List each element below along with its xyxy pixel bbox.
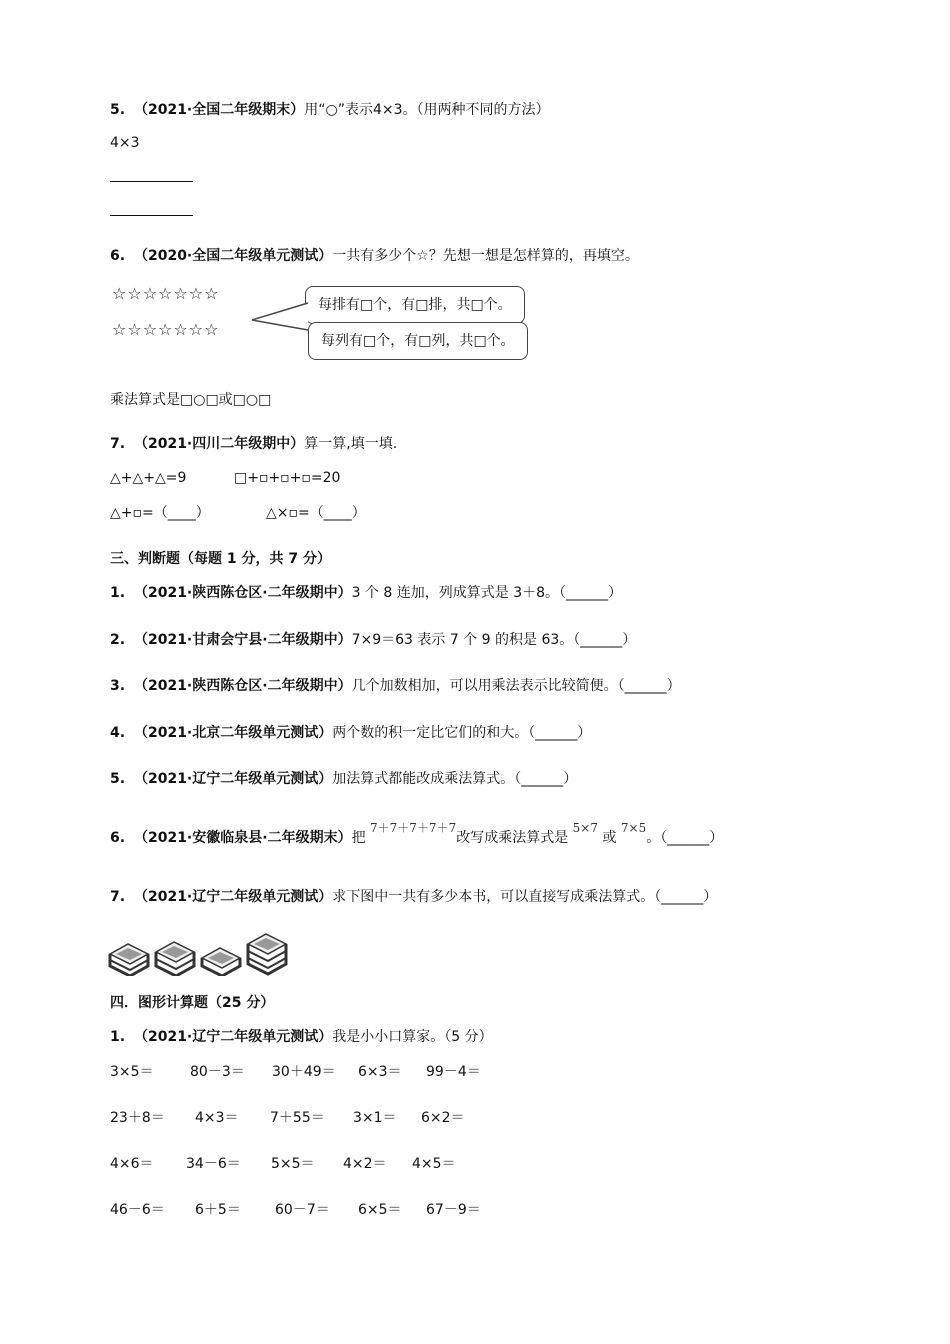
star-row-1: ☆☆☆☆☆☆☆	[112, 284, 220, 303]
item-text: 把	[351, 830, 366, 846]
item-text: 或	[602, 830, 617, 846]
calc-item: 3×5＝	[110, 1064, 154, 1080]
judge-item-6	[110, 821, 724, 848]
question-text: 算一算,填一填.	[304, 436, 398, 452]
q7-answer-1: △+▫=（____）	[110, 505, 210, 521]
item-text: 求下图中一共有多少本书，可以直接写成乘法算式。（______）	[332, 889, 718, 905]
judge-item-5	[110, 769, 577, 789]
question-number: 7.	[110, 436, 126, 452]
answer-blank-2[interactable]	[110, 215, 193, 216]
calc-item: 4×5＝	[412, 1156, 456, 1172]
question-6	[110, 246, 639, 266]
question-source: （2021·四川二年级期中）	[133, 436, 305, 452]
item-source: （2021·北京二年级单元测试）	[133, 725, 333, 741]
item-text: 。（______）	[646, 830, 724, 846]
book-stack-2	[156, 942, 194, 976]
calc-item: 23＋8＝	[110, 1110, 165, 1126]
item-number: 4.	[110, 725, 126, 741]
section-4-title: 四．图形计算题（25 分）	[110, 995, 275, 1011]
speech-bubble-rows: 每排有□个，有□排，共□个。	[305, 286, 525, 324]
item-text: 改写成乘法算式是	[456, 830, 569, 846]
math-sum: 7＋7＋7＋7＋7	[370, 821, 457, 835]
book-stack-1	[110, 944, 148, 976]
calc-item: 80－3＝	[190, 1064, 245, 1080]
item-number: 5.	[110, 771, 126, 787]
book-stack-3	[202, 948, 240, 976]
calc-item: 46－6＝	[110, 1202, 165, 1218]
judge-item-4	[110, 723, 591, 743]
item-number: 7.	[110, 889, 126, 905]
math-product-b: 7×5	[620, 821, 647, 835]
q7-equation-2: □+▫+▫+▫=20	[234, 470, 341, 486]
item-source: （2021·辽宁二年级单元测试）	[133, 889, 333, 905]
q7-answer-2: △×▫=（____）	[266, 505, 366, 521]
book-stacks-image	[108, 932, 298, 976]
calc-question-1	[110, 1027, 493, 1047]
q7-equation-1: △+△+△=9	[110, 470, 187, 486]
question-5	[110, 100, 550, 120]
bubble-pointer	[250, 300, 320, 340]
question-7	[110, 434, 397, 454]
book-stack-4	[248, 934, 286, 974]
calc-item: 99－4＝	[426, 1064, 481, 1080]
q5-expression: 4×3	[110, 135, 140, 151]
calc-item: 4×2＝	[343, 1156, 387, 1172]
calc-item: 6×3＝	[358, 1064, 402, 1080]
judge-item-7	[110, 887, 717, 907]
item-text: 7×9＝63 表示 7 个 9 的积是 63。（______）	[351, 632, 637, 648]
speech-bubble-columns: 每列有□个，有□列，共□个。	[308, 322, 528, 360]
judge-item-3	[110, 676, 681, 696]
item-number: 6.	[110, 830, 126, 846]
calc-item: 34－6＝	[186, 1156, 241, 1172]
calc-item: 3×1＝	[353, 1110, 397, 1126]
judge-item-1	[110, 583, 622, 603]
calc-item: 6×5＝	[358, 1202, 402, 1218]
judge-item-2	[110, 630, 636, 650]
calc-item: 4×6＝	[110, 1156, 154, 1172]
item-number: 2.	[110, 632, 126, 648]
item-text: 两个数的积一定比它们的和大。（______）	[332, 725, 592, 741]
calc-item: 5×5＝	[271, 1156, 315, 1172]
item-source: （2021·辽宁二年级单元测试）	[133, 1029, 333, 1045]
item-text: 几个加数相加，可以用乘法表示比较简便。（______）	[351, 678, 681, 694]
answer-blank-1[interactable]	[110, 181, 193, 182]
item-source: （2021·陕西陈仓区·二年级期中）	[133, 678, 352, 694]
item-source: （2021·甘肃会宁县·二年级期中）	[133, 632, 352, 648]
calc-item: 4×3＝	[195, 1110, 239, 1126]
q6-formula: 乘法算式是□○□或□○□	[110, 392, 272, 408]
question-source: （2021·全国二年级期末）	[133, 102, 305, 118]
calc-item: 7＋55＝	[270, 1110, 325, 1126]
item-text: 加法算式都能改成乘法算式。（______）	[332, 771, 578, 787]
item-source: （2021·安徽临泉县·二年级期末）	[133, 830, 352, 846]
question-number: 5.	[110, 102, 126, 118]
question-text: 用“○”表示4×3。（用两种不同的方法）	[304, 102, 550, 118]
item-number: 1.	[110, 585, 126, 601]
item-text: 我是小小口算家。（5 分）	[332, 1029, 493, 1045]
calc-item: 67－9＝	[426, 1202, 481, 1218]
math-product-a: 5×7	[572, 821, 598, 835]
calc-item: 60－7＝	[275, 1202, 330, 1218]
item-number: 3.	[110, 678, 126, 694]
section-3-title: 三、判断题（每题 1 分，共 7 分）	[110, 551, 331, 567]
question-number: 6.	[110, 248, 126, 264]
question-source: （2020·全国二年级单元测试）	[133, 248, 333, 264]
item-source: （2021·陕西陈仓区·二年级期中）	[133, 585, 352, 601]
calc-item: 6＋5＝	[195, 1202, 241, 1218]
calc-item: 30＋49＝	[272, 1064, 336, 1080]
question-text: 一共有多少个☆？先想一想是怎样算的，再填空。	[332, 248, 639, 264]
item-number: 1.	[110, 1029, 126, 1045]
star-row-2: ☆☆☆☆☆☆☆	[112, 320, 220, 339]
calc-item: 6×2＝	[421, 1110, 465, 1126]
item-text: 3 个 8 连加，列成算式是 3＋8。（______）	[351, 585, 623, 601]
item-source: （2021·辽宁二年级单元测试）	[133, 771, 333, 787]
